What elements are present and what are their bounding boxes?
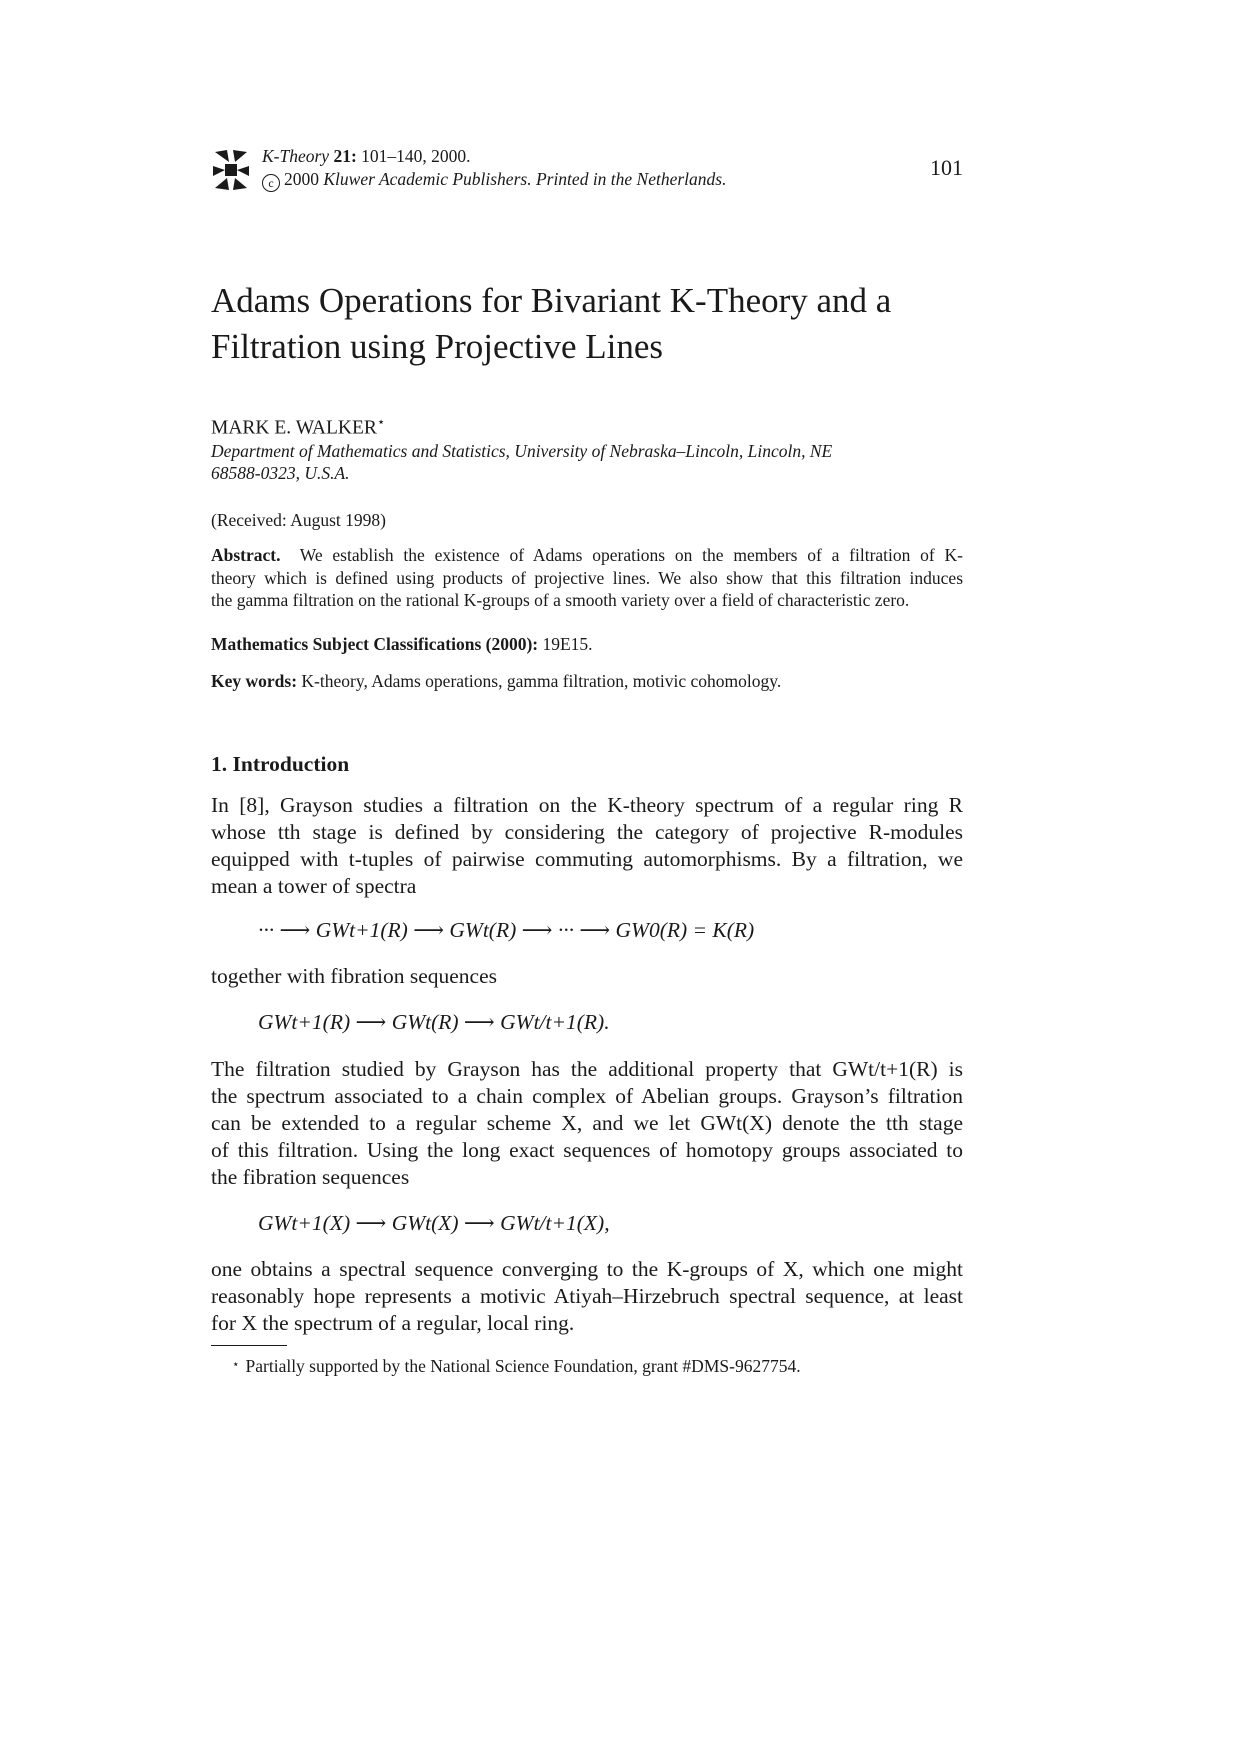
paragraph-line: the fibration sequences	[211, 1165, 410, 1189]
publisher: Kluwer Academic Publishers. Printed in the Netherlands.	[323, 169, 727, 189]
copyright-line	[262, 169, 726, 192]
paragraph-line: together with fibration sequences	[211, 964, 497, 988]
msc-label: Mathematics Subject Classifications (2000):	[211, 634, 539, 654]
journal-citation	[262, 146, 471, 167]
equation-fibration-X: GWt+1(X) ⟶ GWt(X) ⟶ GWt/t+1(X),	[258, 1211, 610, 1235]
section-heading: 1. Introduction	[211, 752, 350, 776]
footnote-rule	[211, 1345, 287, 1346]
journal-name: K-Theory	[262, 146, 330, 166]
page-number: 101	[930, 155, 963, 180]
abstract-line-1: Abstract. We establish the existence of Adams operations on the members of a filtration of K-	[211, 545, 964, 565]
equation-tower: ··· ⟶ GWt+1(R) ⟶ GWt(R) ⟶ ··· ⟶ GW0(R) = K(R)	[258, 918, 755, 942]
paragraph-line: can be extended to a regular scheme X, and we let GWt(X) denote the tth stage	[211, 1111, 963, 1135]
journal-pages-year: 101–140, 2000.	[361, 146, 471, 166]
author-name: MARK E. WALKER	[211, 417, 377, 439]
paragraph-line: equipped with t-tuples of pairwise commuting automorphisms. By a filtration, we	[211, 847, 963, 871]
footnote-mark: ⋆	[232, 1357, 240, 1371]
paragraph-line: for X the spectrum of a regular, local ring.	[211, 1311, 575, 1335]
abstract-label: Abstract.	[211, 545, 281, 565]
equation-fibration-R: GWt+1(R) ⟶ GWt(R) ⟶ GWt/t+1(R).	[258, 1010, 610, 1034]
affiliation-line-2: 68588-0323, U.S.A.	[211, 463, 350, 483]
received-date: (Received: August 1998)	[211, 510, 386, 530]
paragraph-line: of this filtration. Using the long exact sequences of homotopy groups associated to	[211, 1138, 963, 1162]
title-line-1: Adams Operations for Bivariant K-Theory and a	[211, 281, 892, 320]
keywords-label: Key words:	[211, 671, 298, 691]
paragraph-line: whose tth stage is defined by considering the category of projective R-modules	[211, 820, 963, 844]
title-line-2: Filtration using Projective Lines	[211, 327, 664, 366]
keywords	[211, 671, 781, 692]
footnote	[232, 1356, 801, 1377]
paragraph-line: The filtration studied by Grayson has the additional property that GWt/t+1(R) is	[211, 1057, 963, 1081]
paper-title	[211, 278, 1031, 370]
paragraph-line: reasonably hope represents a motivic Atiyah–Hirzebruch spectral sequence, at least	[211, 1284, 963, 1308]
paragraph-line: one obtains a spectral sequence converging to the K-groups of X, which one might	[211, 1257, 963, 1281]
author	[211, 414, 385, 440]
keywords-value: K-theory, Adams operations, gamma filtration, motivic cohomology.	[301, 671, 782, 691]
paragraph-line: mean a tower of spectra	[211, 874, 417, 898]
subject-classification	[211, 634, 593, 655]
paragraph-line: In [8], Grayson studies a filtration on the K-theory spectrum of a regular ring R	[211, 793, 963, 817]
copyright-year: 2000	[284, 169, 319, 189]
abstract-line-2: theory which is defined using products of projective lines. We also show that this filtration induces	[211, 568, 963, 588]
publisher-logo	[211, 148, 251, 192]
journal-volume: 21:	[333, 146, 357, 166]
copyright-icon: c	[262, 174, 280, 192]
msc-value: 19E15.	[542, 634, 593, 654]
footnote-text: Partially supported by the National Science Foundation, grant #DMS-9627754.	[245, 1356, 801, 1376]
author-footnote-mark: ⋆	[376, 414, 386, 429]
affiliation-line-1: Department of Mathematics and Statistics, University of Nebraska–Lincoln, Lincoln, NE	[211, 441, 833, 461]
paragraph-line: the spectrum associated to a chain complex of Abelian groups. Grayson’s filtration	[211, 1084, 963, 1108]
abstract-line-3: the gamma filtration on the rational K-groups of a smooth variety over a field of characteristic zero.	[211, 590, 910, 610]
